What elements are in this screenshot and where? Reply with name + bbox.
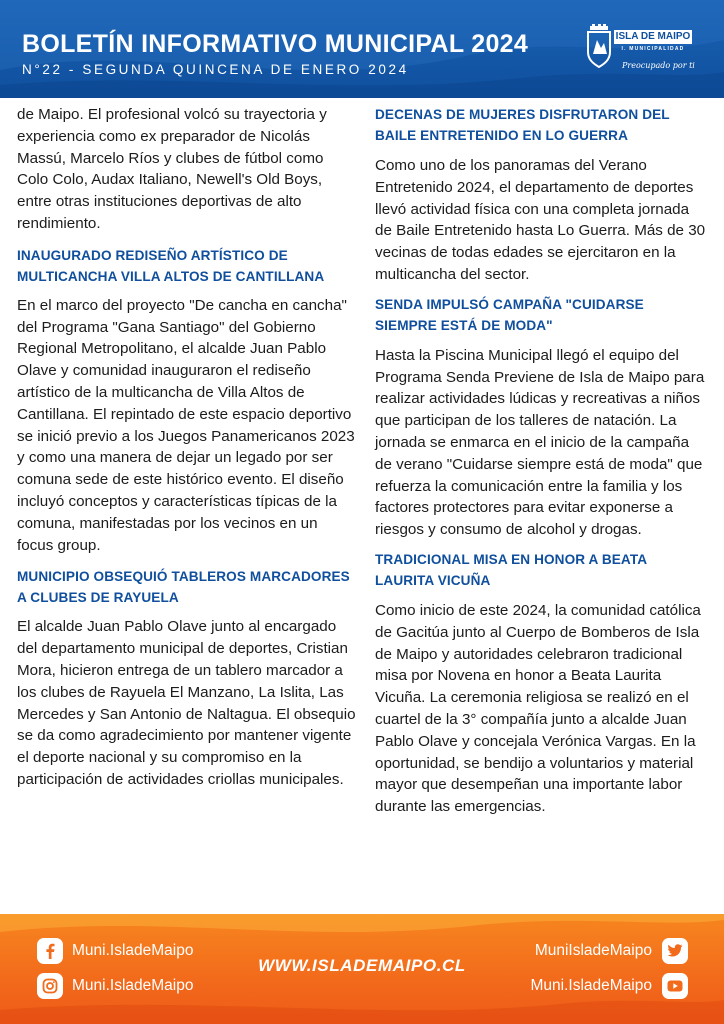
twitter-handle: MuniIsladeMaipo [534, 942, 652, 959]
article-body: Como inicio de este 2024, la comunidad católica de Gacitúa junto al Cuerpo de Bomberos de Isla de Maipo y autoridades celebraron tradicional misa por Novena en honor a Beata Laurita Vicuña. La ceremonia religiosa se realizó en el cuartel de la 3° compañía junto a alcalde Juan Pablo Olave y concejala Verónica Vargas. En la oportunidad, se bendijo a voluntarios y material mayor que desempeñan una importante labor durante las emergencias. [375, 601, 701, 816]
youtube-handle: Muni.IsladeMaipo [530, 977, 652, 994]
youtube-icon [662, 973, 688, 999]
newsletter-title: BOLETÍN INFORMATIVO MUNICIPAL 2024 [22, 30, 529, 58]
page-header [0, 0, 724, 98]
twitter-icon [662, 938, 688, 964]
article-heading: INAUGURADO REDISEÑO ARTÍSTICO DE MULTICANCHA VILLA ALTOS DE CANTILLANA [17, 247, 325, 284]
article-heading: TRADICIONAL MISA EN HONOR A BEATA LAURITA VICUÑA [375, 551, 647, 588]
facebook-handle: Muni.IsladeMaipo [72, 942, 194, 959]
article-continuation: de Maipo. El profesional volcó su trayectoria y experiencia como ex preparador de Nicolás Massú, Marcelo Ríos y clubes de fútbol como Colo Colo, Audax Italiano, Newell's Old Boys, entre otras instituciones deportivas de alto rendimiento. [17, 106, 327, 232]
logo-name: ISLA DE MAIPO [615, 31, 691, 42]
instagram-link[interactable] [37, 973, 193, 999]
crest-icon [586, 24, 612, 68]
youtube-link[interactable] [531, 973, 688, 999]
article-body: Como uno de los panoramas del Verano Entretenido 2024, el departamento de deportes llevó actividad física con una completa jornada de Baile Entretenido hasta Lo Guerra. Más de 30 vecinas de todas edades se ejercitaron en la multicancha del sector. [375, 157, 706, 283]
left-column [17, 104, 357, 791]
twitter-link[interactable] [535, 938, 688, 964]
article-heading: MUNICIPIO OBSEQUIÓ TABLEROS MARCADORES A CLUBES DE RAYUELA [17, 569, 350, 606]
logo-tagline: Preocupado por ti [622, 61, 695, 70]
article-body: En el marco del proyecto "De cancha en cancha" del Programa "Gana Santiago" del Gobierno Regional Metropolitano, el alcalde Juan Pablo Olave y comunidad inauguraron el rediseño artístico de la multicancha de Villa Altos de Cantillana. El repintado de este espacio deportivo se inició previo a los Juegos Panamericanos 2023 y como una manera de dejar un legado por ser comuna sede de este histórico evento. El diseño incluyó conceptos y características típicas de la comuna, manifestadas por los vecinos en un focus group. [17, 296, 355, 554]
instagram-icon [37, 973, 63, 999]
website-link[interactable]: WWW.ISLADEMAIPO.CL [258, 956, 466, 975]
right-column [375, 104, 707, 818]
municipality-logo [614, 24, 706, 80]
newsletter-issue: N°22 - SEGUNDA QUINCENA DE ENERO 2024 [22, 62, 409, 77]
article-body: Hasta la Piscina Municipal llegó el equipo del Programa Senda Previene de Isla de Maipo para realizar actividades lúdicas y recreativas a niños que participan de los talleres de natación. La jornada se enmarca en el inicio de la campaña de verano "Cuidarse siempre está de moda" que refuerza la comunicación entre la familia y los factores protectores para evitar exponerse a riesgos y consumo de alcohol y drogas. [375, 346, 705, 539]
article-body: El alcalde Juan Pablo Olave junto al encargado del departamento municipal de deportes, Cristian Mora, hicieron entrega de un tablero marcador a los clubes de Rayuela El Manzano, La Islita, Las Mercedes y San Antonio de Naltagua. El obsequio se da como agradecimiento por mantener vigente el deporte nacional y su compromiso en la participación de actividades criollas municipales. [17, 618, 356, 788]
instagram-handle: Muni.IsladeMaipo [72, 977, 194, 994]
article-heading: DECENAS DE MUJERES DISFRUTARON DEL BAILE ENTRETENIDO EN LO GUERRA [375, 107, 670, 143]
logo-subtitle: I. MUNICIPALIDAD [621, 46, 685, 52]
article-heading: SENDA IMPULSÓ CAMPAÑA "CUIDARSE SIEMPRE ESTÁ DE MODA" [375, 296, 644, 333]
page-footer [0, 914, 724, 1024]
